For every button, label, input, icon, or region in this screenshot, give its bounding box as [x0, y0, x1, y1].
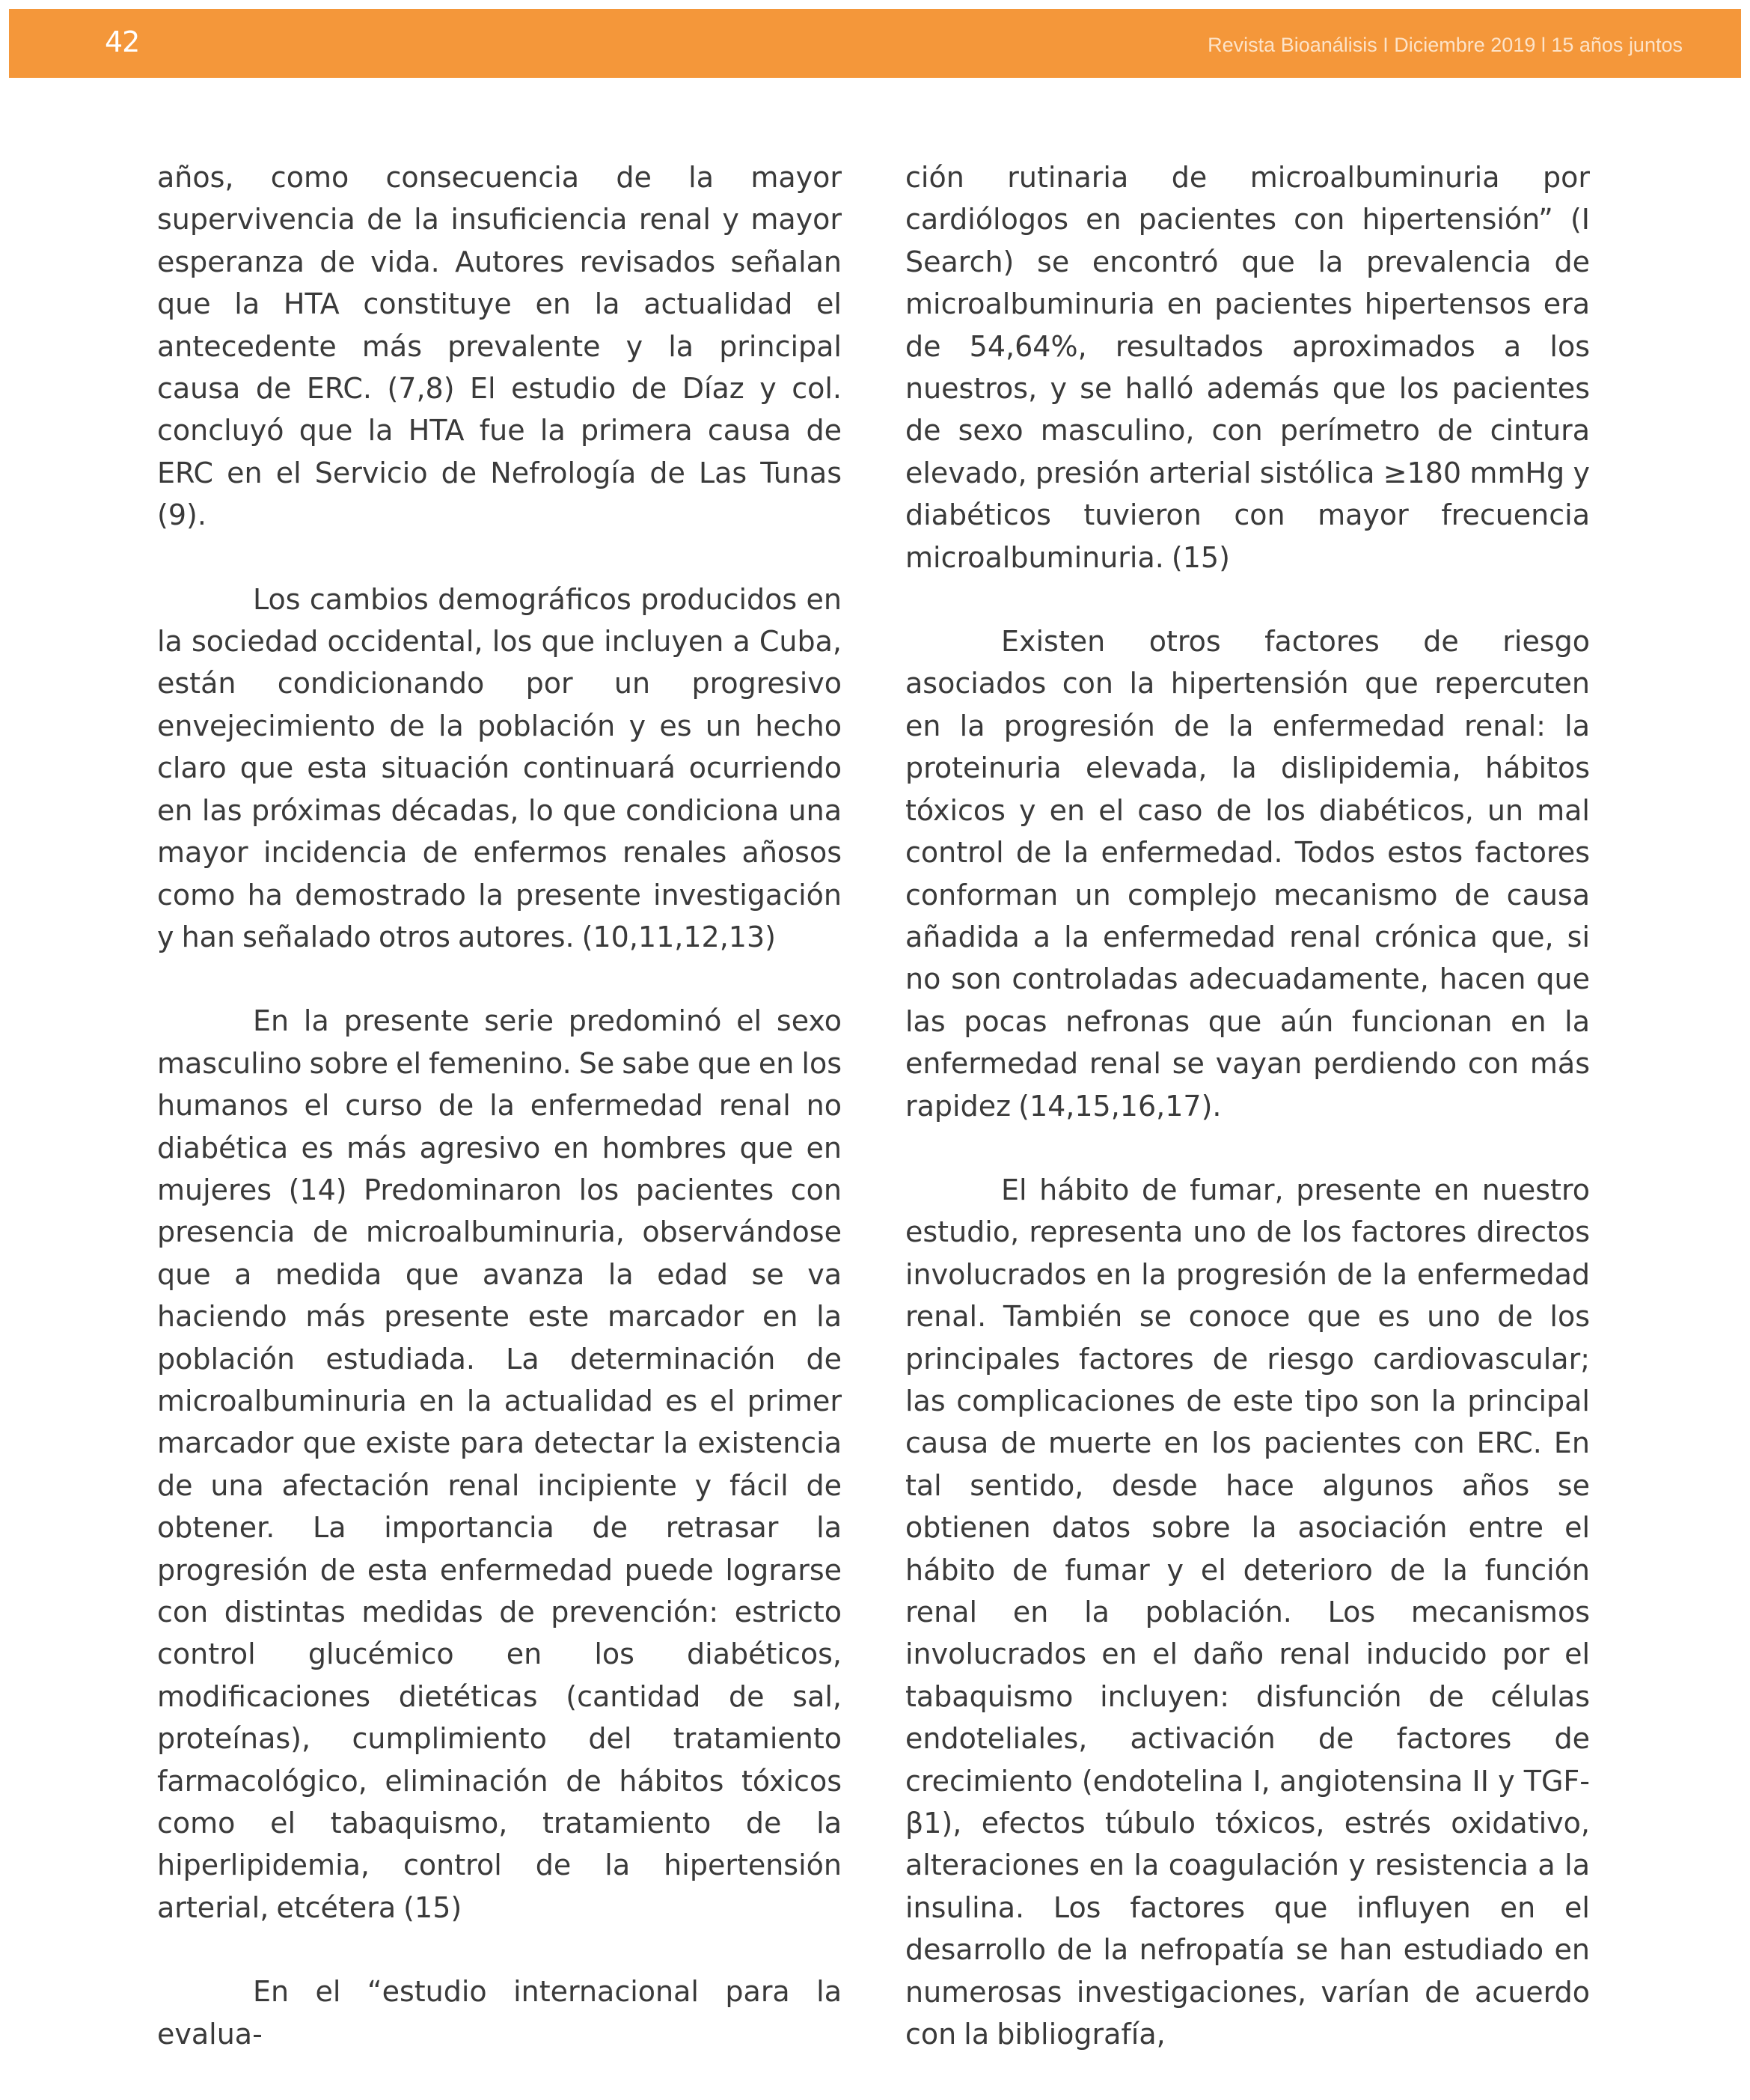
running-head: Revista Bioanálisis I Diciembre 2019 l 15 años juntos [1208, 34, 1683, 56]
page-number: 42 [105, 25, 140, 58]
paragraph: Existen otros factores de riesgo asociados con la hipertensión que repercuten en la progresión de la enfermedad renal: la proteinuria elevada, la dislipidemia, hábitos tóxicos y en el caso de los diabéticos, un mal control de la enfermedad. Todos estos factores conforman un complejo mecanismo de causa añadida a la enfermedad renal crónica que, si no son controladas adecuadamente, hacen que las pocas nefronas que aún funcionan en la enfermedad renal se vayan perdiendo con más rapidez (14,15,16,17). [905, 625, 1590, 1123]
paragraph: ción rutinaria de microalbuminuria por cardiólogos en pacientes con hipertensión” (I Search) se encontró que la prevalencia de microalbuminuria en pacientes hipertensos era de 54,64%, resultados aproximados a los nuestros, y se halló además que los pacientes de sexo masculino, con perímetro de cintura elevado, presión arterial sistólica ≥180 mmHg y diabéticos tuvieron con mayor frecuencia microalbuminuria. (15) [905, 161, 1590, 574]
paragraph: En la presente serie predominó el sexo masculino sobre el femenino. Se sabe que en los humanos el curso de la enfermedad renal no diabética es más agresivo en hombres que en mujeres (14) Predominaron los pacientes con presencia de microalbuminuria, observándose que a medida que avanza la edad se va haciendo más presente este marcador en la población estudiada. La determinación de microalbuminuria en la actualidad es el primer marcador que existe para detectar la existencia de una afectación renal incipiente y fácil de obtener. La importancia de retrasar la progresión de esta enfermedad puede lograrse con distintas medidas de prevención: estricto control glucémico en los diabéticos, modificaciones dietéticas (cantidad de sal, proteínas), cumplimiento del tratamiento farmacológico, eliminación de hábitos tóxicos como el tabaquismo, tratamiento de la hiperlipidemia, control de la hipertensión arterial, etcétera (15) [157, 1004, 842, 1924]
paragraph: Los cambios demográficos producidos en la sociedad occidental, los que incluyen a Cuba, están condicionando por un progresivo envejecimiento de la población y es un hecho claro que esta situación continuará ocurriendo en las próximas décadas, lo que condiciona una mayor incidencia de enfermos renales añosos como ha demostrado la presente investigación y han señalado otros autores. (10,11,12,13) [157, 582, 842, 953]
paragraph: En el “estudio internacional para la evalua- [157, 1975, 842, 2051]
header-bar [9, 9, 1741, 78]
left-column [157, 156, 842, 2097]
paragraph: años, como consecuencia de la mayor supervivencia de la insuficiencia renal y mayor esperanza de vida. Autores revisados señalan que la HTA constituye en la actualidad el antecedente más prevalente y la principal causa de ERC. (7,8) El estudio de Díaz y col. concluyó que la HTA fue la primera causa de ERC en el Servicio de Nefrología de Las Tunas (9). [157, 161, 842, 532]
right-column [905, 156, 1590, 2097]
paragraph: El hábito de fumar, presente en nuestro estudio, representa uno de los factores directos involucrados en la progresión de la enfermedad renal. También se conoce que es uno de los principales factores de riesgo cardiovascular; las complicaciones de este tipo son la principal causa de muerte en los pacientes con ERC. En tal sentido, desde hace algunos años se obtienen datos sobre la asociación entre el hábito de fumar y el deterioro de la función renal en la población. Los mecanismos involucrados en el daño renal inducido por el tabaquismo incluyen: disfunción de células endoteliales, activación de factores de crecimiento (endotelina I, angiotensina II y TGF- β1), efectos túbulo tóxicos, estrés oxidativo, alteraciones en la coagulación y resistencia a la insulina. Los factores que influyen en el desarrollo de la nefropatía se han estudiado en numerosas investigaciones, varían de acuerdo con la bibliografía, [905, 1173, 1590, 2051]
